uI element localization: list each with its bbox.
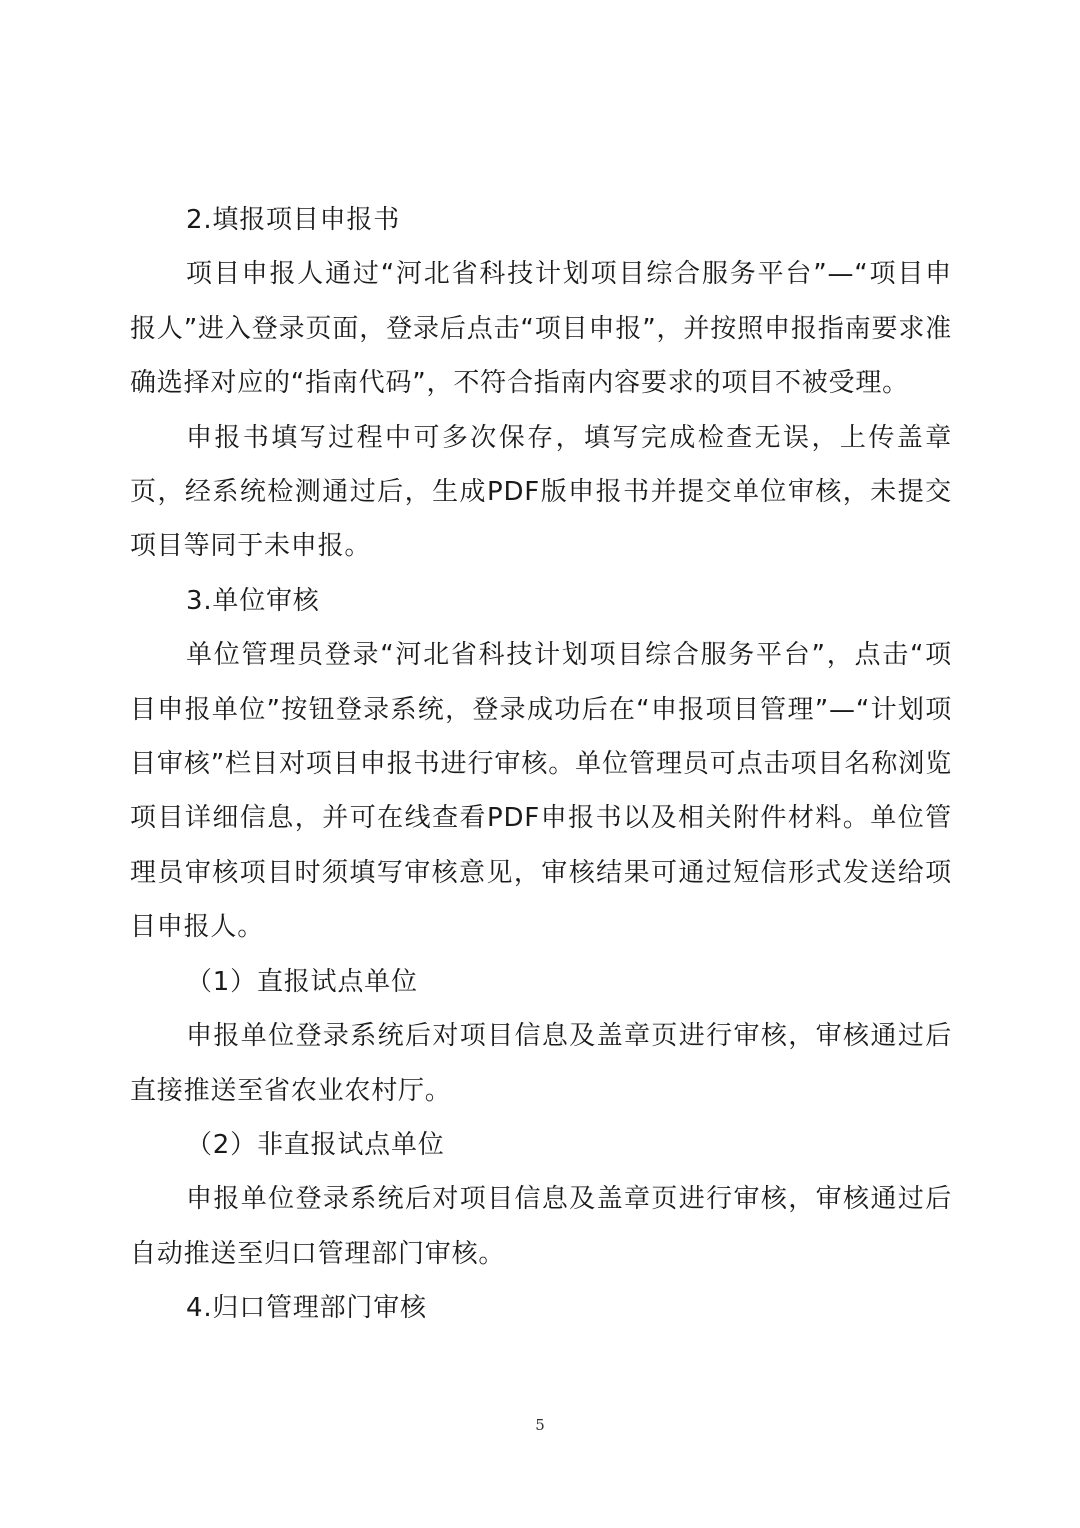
page-number: 5 [535,1416,545,1434]
section-heading-3: 3.单位审核 [186,585,320,616]
section-heading-2: 2.填报项目申报书 [186,205,401,235]
paragraph-3-3: 申报单位登录系统后对项目信息及盖章页进行审核，审核通过后自动推送至归口管理部门审核。 [130,1184,952,1269]
section-heading-4: 4.归口管理部门审核 [186,1293,427,1324]
paragraph-2-1: 项目申报人通过“河北省科技计划项目综合服务平台”—“项目申报人”进入登录页面，登录后点击“项目申报”，并按照申报指南要求准确选择对应的“指南代码”，不符合指南内容要求的项目不被受理。 [130,259,952,399]
paragraph-3-1: 单位管理员登录“河北省科技计划项目综合服务平台”，点击“项目申报单位”按钮登录系统，登录成功后在“申报项目管理”—“计划项目审核”栏目对项目申报书进行审核。单位管理员可点击项目名称浏览项目详细信息，并可在线查看PDF申报书以及相关附件材料。单位管理员审核项目时须填写审核意见，审核结果可通过短信形式发送给项目申报人。 [130,640,952,943]
paragraph-3-2: 申报单位登录系统后对项目信息及盖章页进行审核，审核通过后直接推送至省农业农村厅。 [130,1021,952,1106]
subsection-heading-2: （2）非直报试点单位 [186,1129,445,1160]
subsection-heading-1: （1）直报试点单位 [186,966,418,997]
document-body [130,193,952,1336]
paragraph-2-2: 申报书填写过程中可多次保存，填写完成检查无误，上传盖章页，经系统检测通过后，生成PDF版申报书并提交单位审核，未提交项目等同于未申报。 [130,422,952,562]
